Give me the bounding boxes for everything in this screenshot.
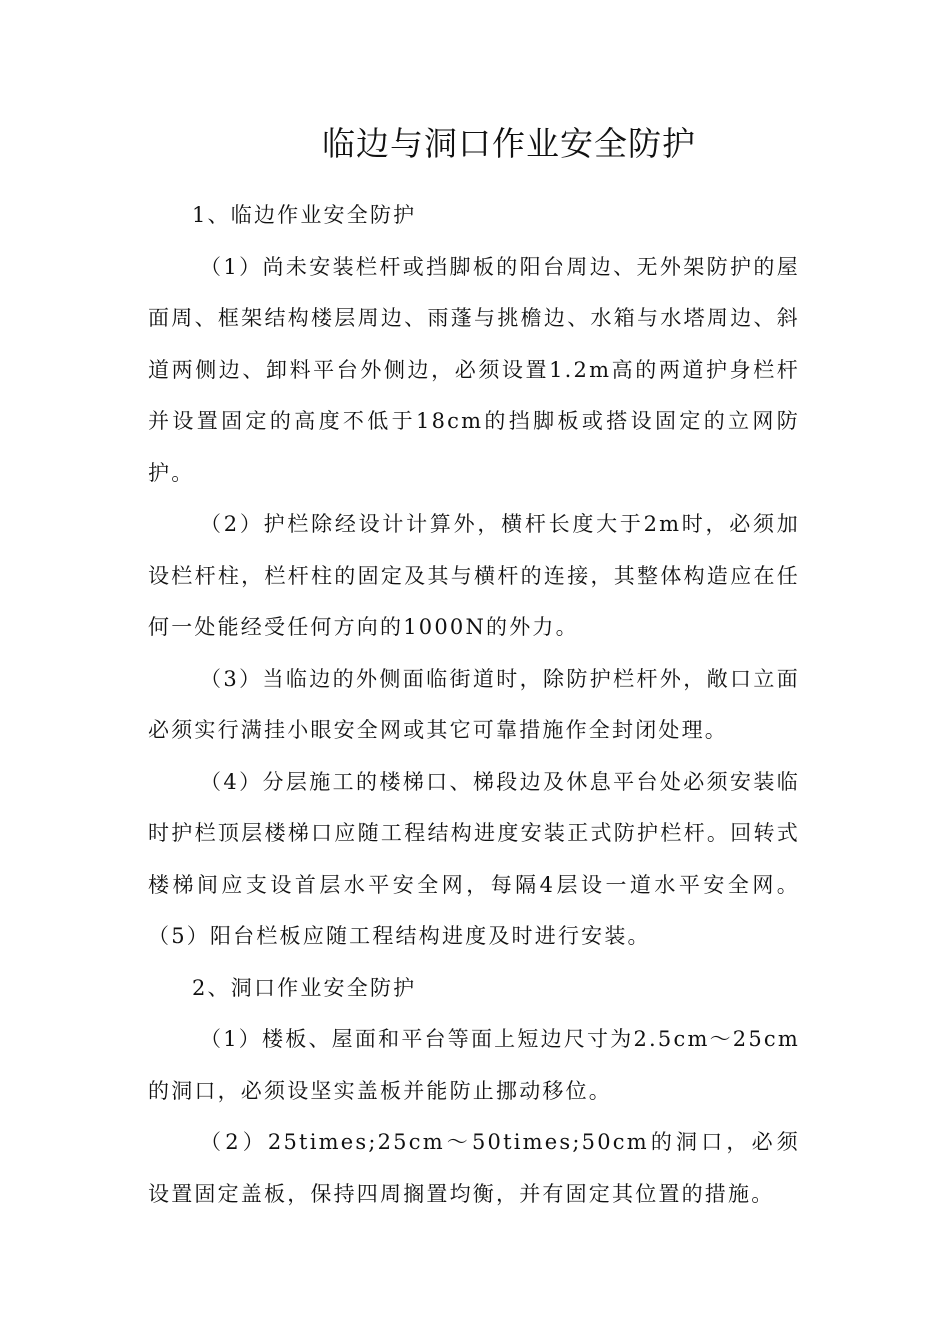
document-body bbox=[148, 190, 800, 1220]
paragraph-opening-1: （1）楼板、屋面和平台等面上短边尺寸为2.5cm～25cm的洞口，必须设坚实盖板并能防止挪动移位。 bbox=[148, 1027, 800, 1103]
paragraph-edge-1: （1）尚未安装栏杆或挡脚板的阳台周边、无外架防护的屋面周、框架结构楼层周边、雨蓬与挑檐边、水箱与水塔周边、斜道两侧边、卸料平台外侧边，必须设置1.2m高的两道护身栏杆并设置固定的高度不低于18cm的挡脚板或搭设固定的立网防护。 bbox=[148, 254, 800, 485]
paragraph-edge-3: （3）当临边的外侧面临街道时，除防护栏杆外，敞口立面必须实行满挂小眼安全网或其它可靠措施作全封闭处理。 bbox=[148, 666, 800, 742]
paragraph-opening-2: （2）25times;25cm～50times;50cm的洞口，必须设置固定盖板，保持四周搁置均衡，并有固定其位置的措施。 bbox=[148, 1130, 800, 1206]
section-heading-edge-protection: 1、临边作业安全防护 bbox=[192, 203, 417, 227]
document-title: 临边与洞口作业安全防护 bbox=[322, 124, 696, 163]
paragraph-edge-4: （4）分层施工的楼梯口、梯段边及休息平台处必须安装临时护栏顶层楼梯口应随工程结构进度安装正式防护栏杆。回转式楼梯间应支设首层水平安全网，每隔4层设一道水平安全网。（5）阳台栏板应随工程结构进度及时进行安装。 bbox=[148, 769, 800, 948]
section-heading-opening-protection: 2、洞口作业安全防护 bbox=[192, 975, 417, 1000]
paragraph-edge-2: （2）护栏除经设计计算外，横杆长度大于2m时，必须加设栏杆柱，栏杆柱的固定及其与横杆的连接，其整体构造应在任何一处能经受任何方向的1000N的外力。 bbox=[148, 512, 800, 639]
